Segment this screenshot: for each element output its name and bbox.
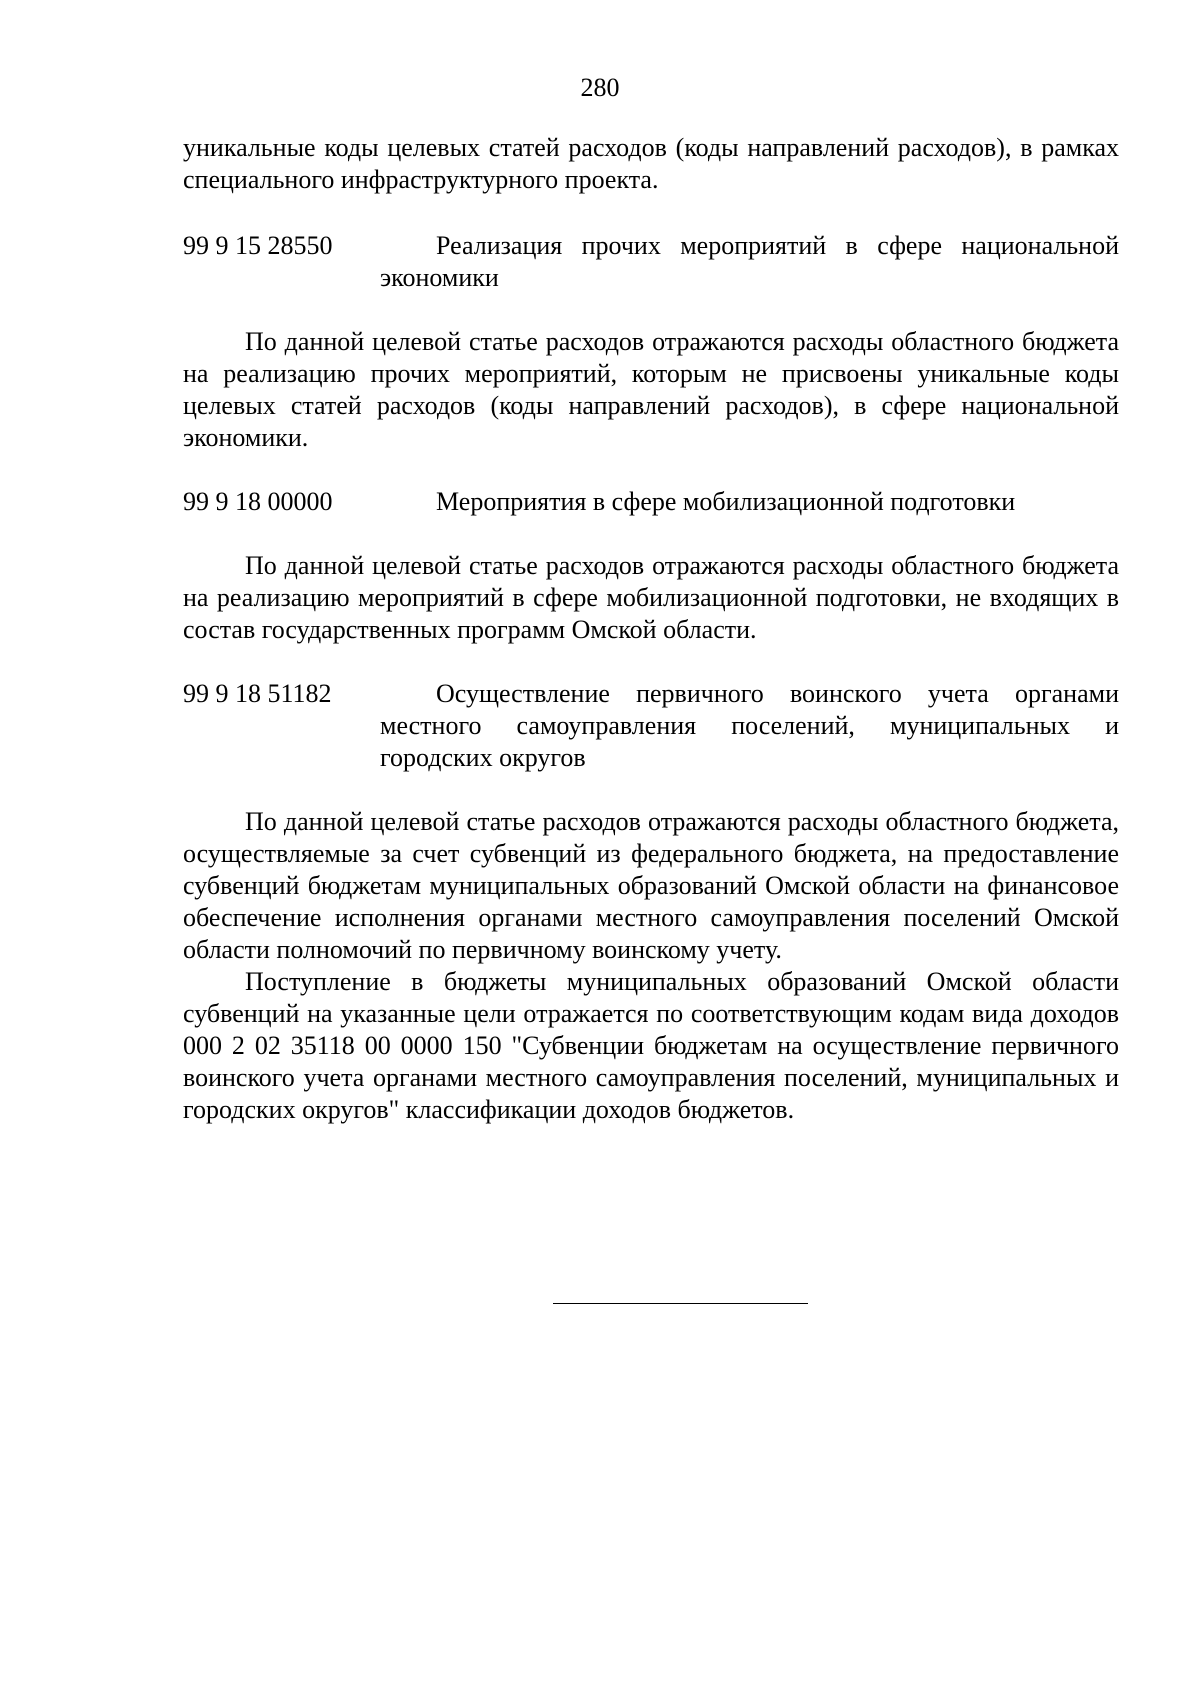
budget-entry xyxy=(183,230,1119,294)
page-number: 280 xyxy=(580,73,620,102)
budget-entry-title-continuation: экономики xyxy=(380,263,499,292)
budget-entry xyxy=(183,486,1119,518)
budget-entry-code: 99 9 18 00000 xyxy=(183,487,333,516)
budget-entry-code: 99 9 18 51182 xyxy=(183,679,332,708)
budget-entry-title-line: Осуществление первичного воинского учета органами xyxy=(436,679,1119,708)
description-paragraph: По данной целевой статье расходов отражаются расходы областного бюджета, осуществляемые за счет субвенций из федерального бюджета, на предоставление субвенций бюджетам муниципальных образований Омской области на финансовое обеспечение исполнения органами местного самоуправления поселений Омской области полномочий по первичному воинскому учету. xyxy=(183,807,1119,964)
budget-entry-code: 99 9 15 28550 xyxy=(183,231,333,260)
budget-entry-header xyxy=(183,486,1119,518)
budget-entry xyxy=(183,678,1119,774)
description-paragraph: По данной целевой статье расходов отражаются расходы областного бюджета на реализацию мероприятий в сфере мобилизационной подготовки, не входящих в состав государственных программ Омской области. xyxy=(183,551,1119,644)
description-paragraph: По данной целевой статье расходов отражаются расходы областного бюджета на реализацию прочих мероприятий, которым не присвоены уникальные коды целевых статей расходов (коды направлений расходов), в сфере национальной экономики. xyxy=(183,327,1119,452)
closing-divider-line xyxy=(553,1303,808,1304)
budget-entry-title-line: Мероприятия в сфере мобилизационной подготовки xyxy=(436,487,1016,516)
budget-entry-header xyxy=(183,678,1119,710)
page-content xyxy=(183,132,1119,1126)
budget-entry-header xyxy=(183,230,1119,262)
description-paragraph: Поступление в бюджеты муниципальных образований Омской области субвенций на указанные цели отражается по соответствующим кодам вида доходов 000 2 02 35118 00 0000 150 "Субвенции бюджетам на осуществление первичного воинского учета органами местного самоуправления поселений, муниципальных и городских округов" классификации доходов бюджетов. xyxy=(183,967,1119,1124)
continuation-paragraph: уникальные коды целевых статей расходов (коды направлений расходов), в рамках специального инфраструктурного проекта. xyxy=(183,133,1119,194)
budget-entry-title-continuation: местного самоуправления поселений, муниципальных и городских округов xyxy=(380,711,1119,772)
budget-entry-title-line: Реализация прочих мероприятий в сфере национальной xyxy=(436,231,1119,260)
